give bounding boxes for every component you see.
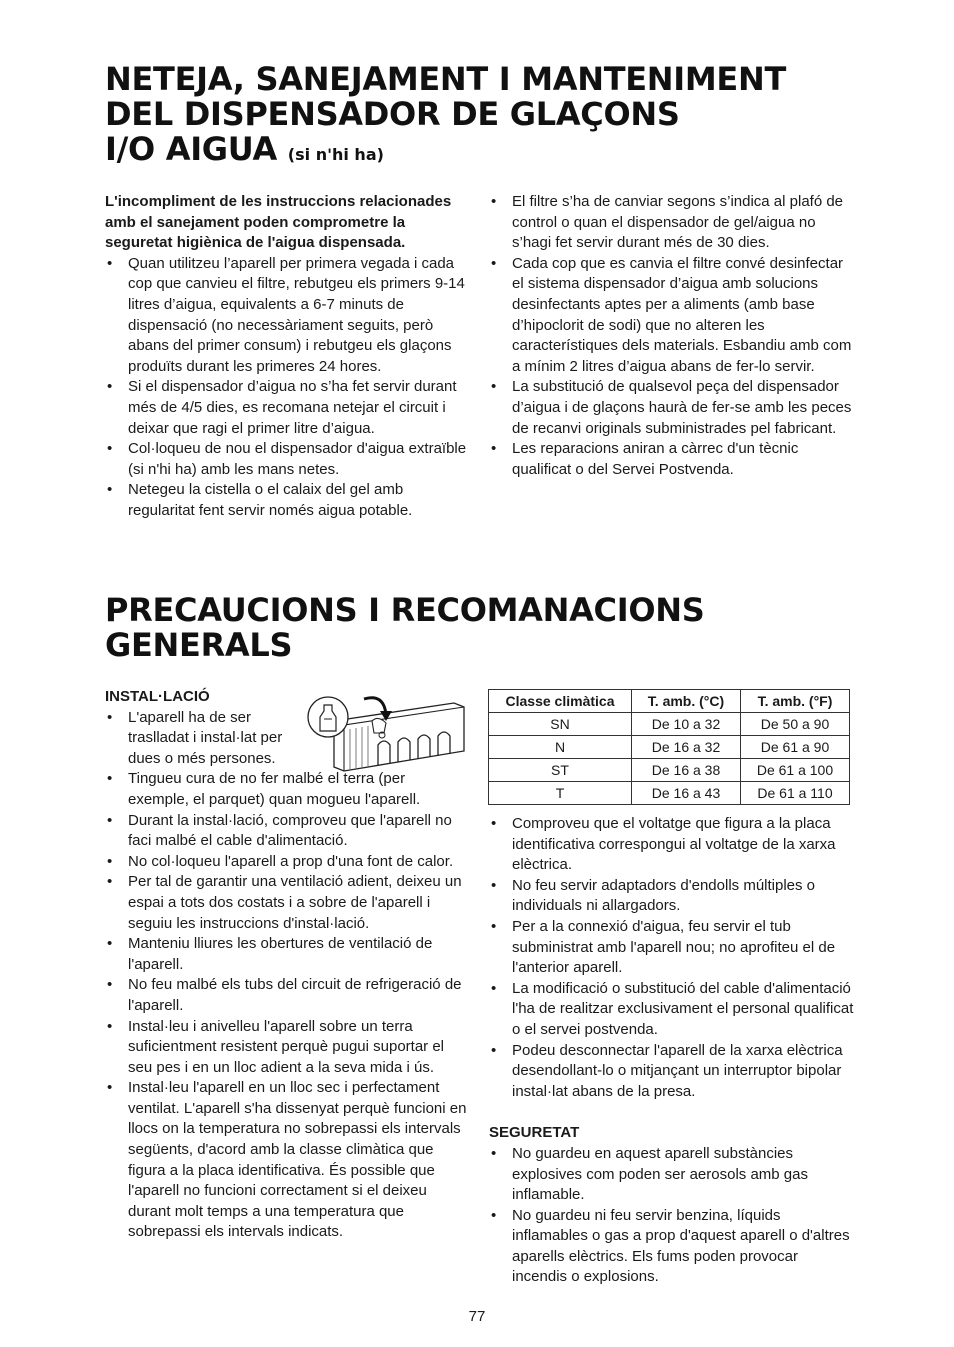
electrical-list	[489, 814, 854, 1102]
title-line: PRECAUCIONS I RECOMANACIONS	[105, 591, 705, 629]
list-item: • La modificació o substitució del cable d'alimentació l'ha de realitzar exclusivament el personal qualificat o el servei postvenda.	[489, 979, 854, 1041]
table-cell: De 61 a 90	[741, 736, 850, 759]
table-header: T. amb. (°F)	[741, 690, 850, 713]
title-line: GENERALS	[105, 626, 293, 664]
table-header: T. amb. (°C)	[632, 690, 741, 713]
table-cell: De 16 a 32	[632, 736, 741, 759]
table-header: Classe climàtica	[489, 690, 632, 713]
table-cell: De 50 a 90	[741, 713, 850, 736]
table-cell: ST	[489, 759, 632, 782]
table-cell: De 61 a 100	[741, 759, 850, 782]
section2-left-column	[105, 687, 470, 1243]
title-line: I/O AIGUA	[105, 130, 277, 168]
table-cell: SN	[489, 713, 632, 736]
section1-left-column	[105, 192, 470, 522]
list-item: • El filtre s’ha de canviar segons s’indica al plafó de control o quan el dispensador de gel/aigua no s’hagi fet servir durant més de 30 dies.	[489, 192, 854, 254]
hygiene-warning: L'incompliment de les instruccions relacionades amb el sanejament poden comprometre la seguretat higiènica de l'aigua dispensada.	[105, 193, 452, 252]
table-cell: De 16 a 43	[632, 782, 741, 805]
table-row	[489, 759, 850, 782]
table-cell: De 61 a 110	[741, 782, 850, 805]
list-item: • Per a la connexió d'aigua, feu servir el tub subministrat amb l'aparell nou; no aprofiteu el de l'anterior aparell.	[489, 917, 854, 979]
safety-list	[489, 1144, 854, 1288]
table-header-row	[489, 690, 850, 713]
page-number: 77	[468, 1308, 486, 1325]
list-item: • Comproveu que el voltatge que figura a la placa identificativa correspongui al voltatge de la xarxa elèctrica.	[489, 814, 854, 876]
table-cell: De 10 a 32	[632, 713, 741, 736]
list-item: • L'aparell ha de ser traslladat i instal·lat per dues o més persones.	[105, 708, 308, 770]
list-item: • No guardeu en aquest aparell substàncies explosives com poden ser aerosols amb gas inflamable.	[489, 1144, 854, 1206]
title-note: (si n'hi ha)	[287, 145, 384, 164]
list-item: • Netegeu la cistella o el calaix del gel amb regularitat fent servir només aigua potable.	[105, 480, 470, 521]
table-row	[489, 713, 850, 736]
section1-right-column	[489, 192, 854, 480]
table-cell: T	[489, 782, 632, 805]
list-item: • No col·loqueu l'aparell a prop d'una font de calor.	[105, 852, 470, 873]
installation-list	[105, 769, 470, 1243]
list-item: • Si el dispensador d’aigua no s’ha fet servir durant més de 4/5 dies, es recomana netejar el circuit i deixar que ragi el primer litre d’aigua.	[105, 377, 470, 439]
list-item: • No feu malbé els tubs del circuit de refrigeració de l'aparell.	[105, 975, 470, 1016]
table-cell: N	[489, 736, 632, 759]
section2-right-column	[489, 814, 854, 1288]
list-item: • Per tal de garantir una ventilació adient, deixeu un espai a tots dos costats i a sobre de l'aparell i seguiu les instruccions d'instal·lació.	[105, 872, 470, 934]
list-item: • Instal·leu i anivelleu l'aparell sobre un terra suficientment resistent perquè pugui suportar el seu pes i en un lloc adient a la seva mida i ús.	[105, 1017, 470, 1079]
list-item: • Instal·leu l'aparell en un lloc sec i perfectament ventilat. L'aparell s'ha dissenyat perquè funcioni en llocs on la temperatura no sobrepassi els intervals següents, d'acord amb la classe climàtica que figura a la placa identificativa. És possible que l'aparell no funcioni correctament si el deixeu durant molt temps a una temperatura que sobrepassi els intervals indicats.	[105, 1078, 470, 1243]
list-item: • Durant la instal·lació, comproveu que l'aparell no faci malbé el cable d'alimentació.	[105, 811, 470, 852]
section2-title	[105, 593, 704, 663]
installation-heading: INSTAL·LACIÓ	[105, 688, 210, 705]
title-line: DEL DISPENSADOR DE GLAÇONS	[105, 95, 680, 133]
table-row	[489, 782, 850, 805]
safety-heading: SEGURETAT	[489, 1124, 580, 1142]
climate-class-table	[488, 689, 850, 805]
installation-list-narrow	[105, 708, 470, 770]
list-item: • Col·loqueu de nou el dispensador d'aigua extraïble (si n'hi ha) amb les mans netes.	[105, 439, 470, 480]
list-item: • Les reparacions aniran a càrrec d'un tècnic qualificat o del Servei Postvenda.	[489, 439, 854, 480]
list-item: • Manteniu lliures les obertures de ventilació de l'aparell.	[105, 934, 470, 975]
list-item: • Cada cop que es canvia el filtre convé desinfectar el sistema dispensador d’aigua amb solucions desinfectants aptes per a aliments (amb base d’hipoclorit de sodi) que no alteren les característiques dels materials. Esbandiu amb com a mínim 2 litres d’aigua abans de fer-lo servir.	[489, 254, 854, 378]
section1-right-list	[489, 192, 854, 480]
list-item-text: • Tingueu cura de no fer malbé el terra (per exemple, el parquet) quan mogueu l'aparell.	[128, 770, 421, 808]
list-item	[105, 769, 470, 810]
table-row	[489, 736, 850, 759]
list-item: • No feu servir adaptadors d'endolls múltiples o individuals ni allargadors.	[489, 876, 854, 917]
title-line: NETEJA, SANEJAMENT I MANTENIMENT	[105, 60, 786, 98]
list-item: • Podeu desconnectar l'aparell de la xarxa elèctrica desendollant-lo o mitjançant un interruptor bipolar instal·lat abans de la presa.	[489, 1041, 854, 1103]
table-cell: De 16 a 38	[632, 759, 741, 782]
list-item: • Quan utilitzeu l’aparell per primera vegada i cada cop que canvieu el filtre, rebutgeu els primers 9-14 litres d’aigua, equivalents a 6-7 minuts de dispensació (no necessàriament seguits, però abans del primer consum) i rebutgeu els glaçons produïts durant les primeres 24 hores.	[105, 254, 470, 378]
section1-title	[105, 62, 786, 172]
section1-left-list	[105, 254, 470, 522]
list-item: • La substitució de qualsevol peça del dispensador d’aigua i de glaçons haurà de fer-se amb les peces de recanvi originals subministrades pel fabricant.	[489, 377, 854, 439]
list-item: • No guardeu ni feu servir benzina, líquids inflamables o gas a prop d'aquest aparell o d'altres aparells elèctrics. Els fums poden provocar incendis o explosions.	[489, 1206, 854, 1288]
